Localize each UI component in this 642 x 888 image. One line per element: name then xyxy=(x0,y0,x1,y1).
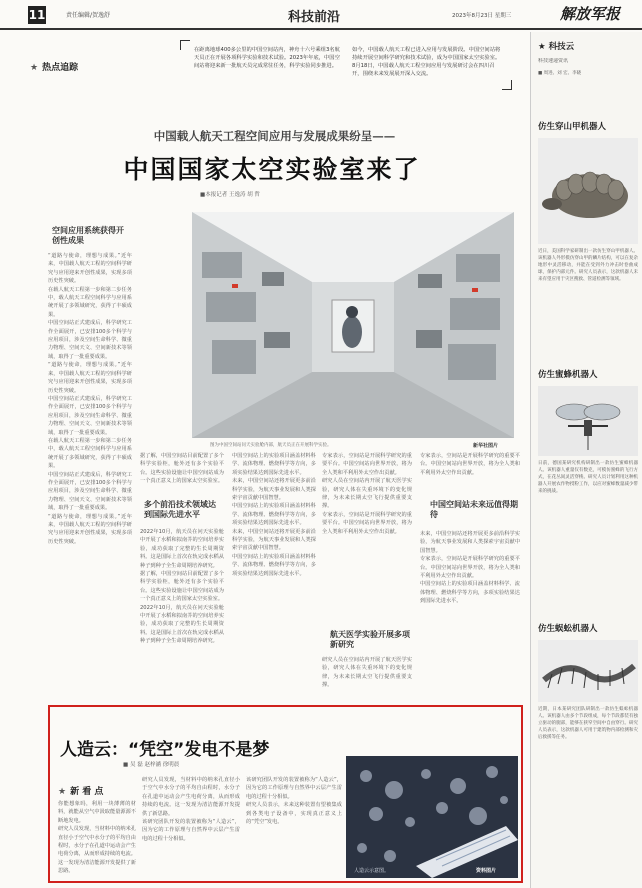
summary-text: 如今，中国载人航天工程已进入应用与发展阶段。中国空间站将持续开展空间科学研究和技术试验，成为中国国家太空实验室。8月18日，中国载人航天工程空间应用与发展研讨会在四川召开，围绕未来发展展开深入交流。 xyxy=(352,47,501,77)
paragraph: 在载人航天工程第一步和第二步任务中，载人航天工程空间科学与应用系统开展了多领域研究，获得了丰硕成果。 xyxy=(48,286,132,318)
subheading: 空间应用系统获得开创性成果 xyxy=(52,226,124,245)
star-icon: ★ xyxy=(538,42,549,52)
new-insight-label xyxy=(58,784,103,797)
paragraph: 中国空间站上的实验项目涵盖材料科学、流体物理、燃烧科学等方向，多项实验结果达到国际先进水平。 xyxy=(232,503,316,527)
section-title: 科技前沿 xyxy=(288,10,341,25)
photo-caption: 人造云示意图。 xyxy=(354,868,390,874)
paragraph: 专家表示，空间站是开展科学研究的重要平台。中国空间站向世界开放，将为全人类和平利用外太空作出贡献。 xyxy=(322,511,412,535)
article-byline: ■本报记者 王逸涛 胡 哲 xyxy=(200,192,260,198)
paragraph: 未来，中国空间站还将开展更多前沿科学实验，为航天事业发展和人类探索宇宙贡献中国智慧。 xyxy=(232,528,316,552)
photo-credit: 资料图片 xyxy=(476,868,497,874)
photo-credit: 新华社图片 xyxy=(473,443,499,449)
article-column xyxy=(48,252,132,702)
article-column xyxy=(420,530,520,702)
summary-text: 在距离地球400多公里的中国空间站内，神舟十六号乘组3名航天员正在开展各项科学实验和技术试验。2023年年底，中国空间站将迎来新一批航天员完成常驻任务，科学实验同步推进。 xyxy=(194,47,340,69)
article-headline: 中国国家太空实验室来了 xyxy=(123,155,421,184)
paragraph: 据了解，中国空间站目前配置了多个科学实验柜，舱外还有多个实验平台。这些实验设施让中国空间站成为一个真正意义上的国家太空实验室。 xyxy=(140,453,224,485)
featured-headline: 人造云：“凭空”发电不是梦 xyxy=(60,740,270,760)
subheading: 航天医学实验开展多项新研究 xyxy=(330,630,410,649)
pangolin-robot-image xyxy=(538,138,638,244)
centipede-robot-image xyxy=(538,640,638,702)
paragraph: 中国空间站正式建成后，科学研究工作全面展开，已安排100多个科学与应用项目，涉及空间生命科学、微重力物理、空间天文、空间新技术等领域，取得了一批重要成果。 xyxy=(48,320,132,360)
photo-caption: 图为中国空间站问天实验舱内部，航天员正在开展科学实验。 xyxy=(210,443,332,448)
bee-robot-icon xyxy=(538,386,638,456)
sidebar-item-title: 仿生穿山甲机器人 xyxy=(538,122,607,132)
paragraph: 2022年10月，航天员在问天实验舱中开展了水稻和拟南芥的空间培养实验，成功获取了完整的生长周期资料。这是国际上首次在轨完成水稻从种子到种子全生命周期培养研究。 xyxy=(140,529,224,569)
pangolin-robot-icon xyxy=(538,138,638,244)
section-label-text: 热点追踪 xyxy=(42,63,79,73)
newspaper-logo: 解放军报 xyxy=(560,5,621,23)
paragraph: 据了解，中国空间站目前配置了多个科学实验柜，舱外还有多个实验平台。这些实验设施让中国空间站成为一个真正意义上的国家太空实验室。 xyxy=(140,571,224,603)
sidebar-item-text: 日前，德国某研究机构研制出一款仿生蜜蜂机器人。该机器人重量仅有数克，可模仿蜜蜂的飞行方式，在花丛间灵活穿梭。研究人员计划利用这种机器人开展农作物授粉工作，以应对蜜蜂数量减少带来的挑战。 xyxy=(538,461,638,494)
paragraph: 中国空间站正式建成后，科学研究工作全面展开，已安排100多个科学与应用项目，涉及空间生命科学、微重力物理、空间天文、空间新技术等领域，取得了一批重要成果。 xyxy=(48,471,132,512)
paragraph: “道路与使命，理想与成果。”近年来，中国载人航天工程的空间科学研究与应用迎来开创性成果，实现多项历史性突破。 xyxy=(48,253,132,285)
subheading: 多个前沿技术领域达到国际先进水平 xyxy=(144,500,216,519)
paragraph: 研究人员在空间站内开展了航天医学实验，研究人体在失重环境下的变化规律，为未来长期太空飞行提供重要支撑。 xyxy=(322,657,412,689)
star-icon: ★ xyxy=(30,63,39,73)
paragraph: 研究人员在空间站内开展了航天医学实验，研究人体在失重环境下的变化规律，为未来长期太空飞行提供重要支撑。 xyxy=(322,478,412,510)
page-header xyxy=(0,0,642,30)
article-column xyxy=(232,452,316,702)
article-column xyxy=(420,452,520,492)
paragraph: 研究人员发现，当材料中的纳米孔直径小于空气中水分子的平均自由程时，水分子在孔道中运动会产生电荷分离，从而形成持续的电流。这一发现为清洁能源开发提供了新思路。 xyxy=(58,826,136,875)
sidebar-item-text: 近日，美国科学家研制出一款仿生穿山甲机器人。该机器人外形模仿穿山甲的鳞片结构，可以在复杂地形中灵活移动，并能在受到外力冲击时卷曲成球，保护内部元件。研究人员表示，这款机器人未来有望应用于灾区搜救、管道检测等领域。 xyxy=(538,249,638,282)
featured-column xyxy=(58,800,136,878)
section-label xyxy=(30,60,78,73)
paragraph: 你能想象吗，利用一块薄薄的材料，就能从空气中汲取能量源源不断地发电。 xyxy=(58,801,136,824)
sidebar-title xyxy=(538,40,574,52)
cloud-illustration xyxy=(346,756,518,878)
featured-column xyxy=(142,776,240,878)
sidebar-item-text: 近期，日本某研究团队研制出一款仿生蜈蚣机器人。该机器人由多个节段组成，每个节段都装有独立驱动的腿部，能够在狭窄空间中自由穿行。研究人员表示，这款机器人可用于建筑物内部检测和灾后救援等任务。 xyxy=(538,707,638,740)
paragraph: 该研究团队开发的装置被称为“人造云”，因为它的工作原理与自然界中云层产生雷电的过程十分相似。 xyxy=(142,819,240,842)
paragraph: 未来，中国空间站还将开展更多前沿科学实验，为航天事业发展和人类探索宇宙贡献中国智慧。 xyxy=(420,531,520,554)
article-kicker: 中国载人航天工程空间应用与发展成果纷呈—— xyxy=(153,129,396,143)
paragraph: 中国空间站上的实验项目涵盖材料科学、流体物理、燃烧科学等方向，多项实验结果达到国际先进水平。 xyxy=(232,553,316,577)
paragraph: 专家表示，空间站是开展科学研究的重要平台。中国空间站向世界开放，将为全人类和平利用外太空作出贡献。 xyxy=(322,453,412,476)
paragraph: 中国空间站正式建成后，科学研究工作全面展开，已安排100多个科学与应用项目，涉及空间生命科学、微重力物理、空间天文、空间新技术等领域，取得了一批重要成果。 xyxy=(48,395,132,436)
article-column xyxy=(140,452,224,490)
paragraph: 2022年10月，航天员在问天实验舱中开展了水稻和拟南芥的空间培养实验，成功获取了完整的生长周期资料。这是国际上首次在轨完成水稻从种子到种子全生命周期培养研究。 xyxy=(140,604,224,645)
paragraph: 专家表示，空间站是开展科学研究的重要平台。中国空间站向世界开放，将为全人类和平利用外太空作出贡献。 xyxy=(420,556,520,580)
article-column xyxy=(140,528,224,700)
article-column xyxy=(322,656,412,702)
new-insight-label-text: 新 看 点 xyxy=(70,787,104,797)
bee-robot-image xyxy=(538,386,638,456)
centipede-robot-icon xyxy=(538,640,638,702)
paragraph: 研究人员表示，未来这种装置有望被集成到各类电子设备中，实现真正意义上的“凭空”发电。 xyxy=(246,802,342,826)
artificial-cloud-image xyxy=(346,756,518,878)
paragraph: 中国空间站上的实验项目涵盖材料科学、流体物理、燃烧科学等方向，多项实验结果达到国际先进水平。 xyxy=(232,453,316,476)
sidebar-title-text: 科技云 xyxy=(548,42,575,52)
editor-credit: 责任编辑/贺逸舒 xyxy=(66,12,111,19)
article-column xyxy=(322,452,412,622)
paragraph: 在载人航天工程第一步和第二步任务中，载人航天工程空间科学与应用系统开展了多领域研究，获得了丰硕成果。 xyxy=(48,437,132,470)
subheading: 中国空间站未来远值得期待 xyxy=(430,500,518,519)
paragraph: “道路与使命，理想与成果。”近年来，中国载人航天工程的空间科学研究与应用迎来开创性成果，实现多项历史性突破。 xyxy=(48,513,132,545)
paragraph: 中国空间站上的实验项目涵盖材料科学、流体物理、燃烧科学等方向，多项实验结果达到国际先进水平。 xyxy=(420,581,520,605)
paragraph: 研究人员发现，当材料中的纳米孔直径小于空气中水分子的平均自由程时，水分子在孔道中运动会产生电荷分离，从而形成持续的电流。这一发现为清洁能源开发提供了新思路。 xyxy=(142,777,240,817)
paragraph: 未来，中国空间站还将开展更多前沿科学实验，为航天事业发展和人类探索宇宙贡献中国智慧。 xyxy=(232,478,316,502)
paragraph: “道路与使命，理想与成果。”近年来，中国载人航天工程的空间科学研究与应用迎来开创性成果，实现多项历史性突破。 xyxy=(48,362,132,394)
corner-bracket xyxy=(502,80,512,90)
featured-column xyxy=(246,776,342,878)
featured-byline: ■ 吴 磊 赵梓涵 徐明晨 xyxy=(123,762,180,768)
paragraph: 该研究团队开发的装置被称为“人造云”，因为它的工作原理与自然界中云层产生雷电的过程十分相似。 xyxy=(246,777,342,800)
paragraph: 专家表示，空间站是开展科学研究的重要平台。中国空间站向世界开放，将为全人类和平利用外太空作出贡献。 xyxy=(420,453,520,476)
corner-bracket xyxy=(180,40,190,50)
issue-date: 2023年8月23日 星期三 xyxy=(452,13,512,19)
sidebar-byline: ■ 周进、刘 宏、李晓 xyxy=(538,71,582,76)
sidebar-item-title: 仿生蜈蚣机器人 xyxy=(538,624,598,634)
page-number: 11 xyxy=(28,8,46,22)
star-icon: ★ xyxy=(58,787,67,797)
sidebar-item-title: 仿生蜜蜂机器人 xyxy=(538,370,598,380)
sidebar-subtitle: 科技速递资讯 xyxy=(538,58,569,64)
summary-box xyxy=(180,40,512,90)
